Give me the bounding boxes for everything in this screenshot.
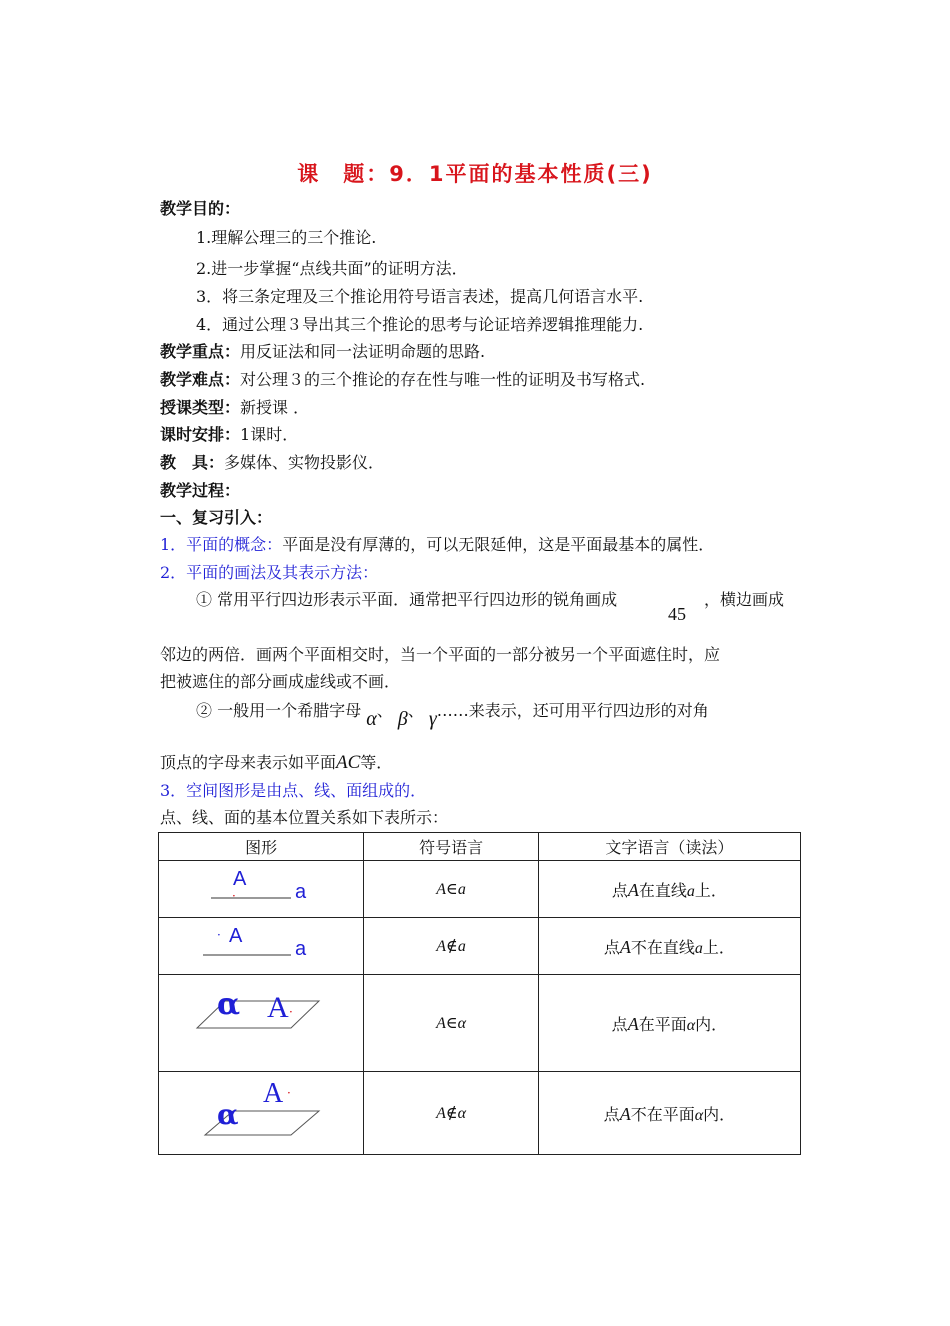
- text-cell: [538, 918, 800, 975]
- angle-45: 45: [668, 604, 686, 624]
- table-row: [159, 861, 801, 918]
- text-part: 在直线: [638, 880, 687, 900]
- text-part: 上．: [694, 880, 727, 900]
- difficulty: [160, 370, 645, 390]
- plane-drawing: [159, 975, 364, 1071]
- lesson-type-text: 新授课 ．: [240, 398, 310, 417]
- text-part: 不在平面: [630, 1104, 695, 1124]
- paragraph-plane-concept: [160, 535, 714, 555]
- text-part: 内．: [703, 1104, 736, 1124]
- figure-cell: [159, 861, 364, 918]
- objectives-heading: 教学目的：: [160, 199, 241, 218]
- key-point-text: 用反证法和同一法证明命题的思路.: [240, 342, 486, 361]
- paragraph-ac: [160, 753, 392, 773]
- text-part: 点: [603, 937, 620, 957]
- text-cell: [538, 975, 800, 1072]
- text-part: 内．: [695, 1014, 728, 1034]
- parallelogram-text-b: ，横边画成: [704, 590, 785, 609]
- key-point-label: 教学重点：: [160, 342, 241, 361]
- tools: [160, 453, 384, 473]
- objective-item: 4．通过公理３导出其三个推论的思考与论证培养逻辑推理能力.: [196, 315, 644, 334]
- objective-item: 2.进一步掌握“点线共面”的证明方法．: [196, 259, 468, 278]
- lesson-type: [160, 398, 309, 418]
- greek-text-a: ② 一般用一个希腊字母: [196, 701, 362, 720]
- text-part: 在平面: [638, 1014, 687, 1034]
- greek-sep: 、: [376, 701, 393, 720]
- symbol-cell: A∉a: [364, 918, 538, 975]
- plane-label: α: [217, 1098, 239, 1131]
- process-heading: 教学过程：: [160, 481, 241, 500]
- plane-concept-label: 1．平面的概念：: [160, 535, 283, 554]
- table-intro: 点、线、面的基本位置关系如下表所示：: [160, 808, 449, 827]
- ac-text-a: 顶点的字母来表示如平面: [160, 753, 337, 772]
- ac-text-b: 等．: [360, 753, 393, 772]
- text-part: 点: [611, 880, 628, 900]
- hours-label: 课时安排：: [160, 425, 241, 444]
- point-dot: ·: [287, 1086, 291, 1100]
- symbol-cell: A∈α: [364, 975, 538, 1072]
- text-math: a: [694, 939, 703, 957]
- text-math: A: [627, 879, 639, 900]
- figure-point-off-line: [159, 918, 363, 974]
- text-math: α: [686, 1016, 696, 1034]
- tools-label: 教 具：: [160, 453, 225, 472]
- line-label: a: [295, 938, 307, 960]
- point-label: A: [229, 925, 243, 947]
- line-label: a: [295, 881, 307, 903]
- table-row: [159, 1072, 801, 1155]
- paragraph-space-figure: 3．空间图形是由点、线、面组成的．: [160, 781, 427, 800]
- point-label: A: [267, 991, 289, 1024]
- text-math: A: [619, 1103, 631, 1124]
- figure-point-in-plane: [159, 975, 363, 1071]
- figure-cell: [159, 1072, 364, 1155]
- figure-cell: [159, 975, 364, 1072]
- hours: [160, 425, 298, 445]
- header-symbol: 符号语言: [364, 833, 538, 861]
- plane-concept-text: 平面是没有厚薄的，可以无限延伸，这是平面最基本的属性．: [282, 535, 715, 554]
- figure-point-off-plane: [159, 1072, 363, 1154]
- text-cell: [538, 861, 800, 918]
- text-cell: [538, 1072, 800, 1155]
- greek-text-b: ……来表示，还可用平行四边形的对角: [436, 701, 709, 720]
- difficulty-label: 教学难点：: [160, 370, 241, 389]
- point-dot: ·: [217, 928, 221, 942]
- difficulty-text: 对公理３的三个推论的存在性与唯一性的证明及书写格式.: [240, 370, 646, 389]
- text-part: 点: [611, 1014, 628, 1034]
- point-dot: ·: [289, 1005, 293, 1019]
- paragraph-line: 邻边的两倍．画两个平面相交时，当一个平面的一部分被另一个平面遮住时，应: [160, 645, 721, 664]
- plane-label: α: [217, 987, 241, 1022]
- point-label: A: [263, 1078, 284, 1109]
- hours-text: 1课时．: [240, 425, 299, 444]
- objective-item: 3．将三条定理及三个推论用符号语言表述，提高几何语言水平.: [196, 287, 644, 306]
- beta-symbol: β: [397, 708, 408, 730]
- paragraph-plane-drawing: 2．平面的画法及其表示方法：: [160, 563, 379, 582]
- point-label: A: [233, 868, 247, 890]
- paragraph-parallelogram: [196, 590, 617, 610]
- section1-heading: 一、复习引入：: [160, 508, 273, 527]
- tools-text: 多媒体、实物投影仪．: [224, 453, 385, 472]
- objective-item: 1.理解公理三的三个推论.: [196, 228, 377, 247]
- figure-point-on-line: [159, 861, 363, 917]
- text-math: a: [686, 882, 695, 900]
- ac-symbol: AC: [336, 752, 361, 773]
- point-dot: ·: [232, 889, 236, 903]
- table-row: [159, 918, 801, 975]
- table-row: [159, 975, 801, 1072]
- line-drawing: [159, 861, 364, 917]
- symbol-cell: A∉α: [364, 1072, 538, 1155]
- text-part: 点: [603, 1104, 620, 1124]
- parallelogram-text-a: ① 常用平行四边形表示平面．通常把平行四边形的锐角画成: [196, 590, 618, 609]
- plane-drawing: [159, 1072, 364, 1154]
- figure-cell: [159, 918, 364, 975]
- greek-sep: 、: [407, 701, 424, 720]
- line-drawing: [159, 918, 364, 974]
- key-point: [160, 342, 485, 362]
- paragraph-line: 把被遮住的部分画成虚线或不画．: [160, 672, 401, 691]
- symbol-cell: A∈a: [364, 861, 538, 918]
- text-part: 上．: [702, 937, 735, 957]
- text-math: A: [619, 936, 631, 957]
- paragraph-greek: [196, 700, 709, 730]
- page-title: 课 题：9．1平面的基本性质(三): [297, 162, 653, 186]
- gamma-symbol: γ: [428, 708, 437, 730]
- text-math: A: [627, 1013, 639, 1034]
- text-math: α: [694, 1106, 704, 1124]
- header-text: 文字语言（读法）: [538, 833, 800, 861]
- alpha-symbol: α: [366, 708, 377, 730]
- table-header-row: [159, 833, 801, 861]
- relation-table: [158, 832, 801, 1155]
- header-figure: 图形: [159, 833, 364, 861]
- lesson-type-label: 授课类型：: [160, 398, 241, 417]
- text-part: 不在直线: [630, 937, 695, 957]
